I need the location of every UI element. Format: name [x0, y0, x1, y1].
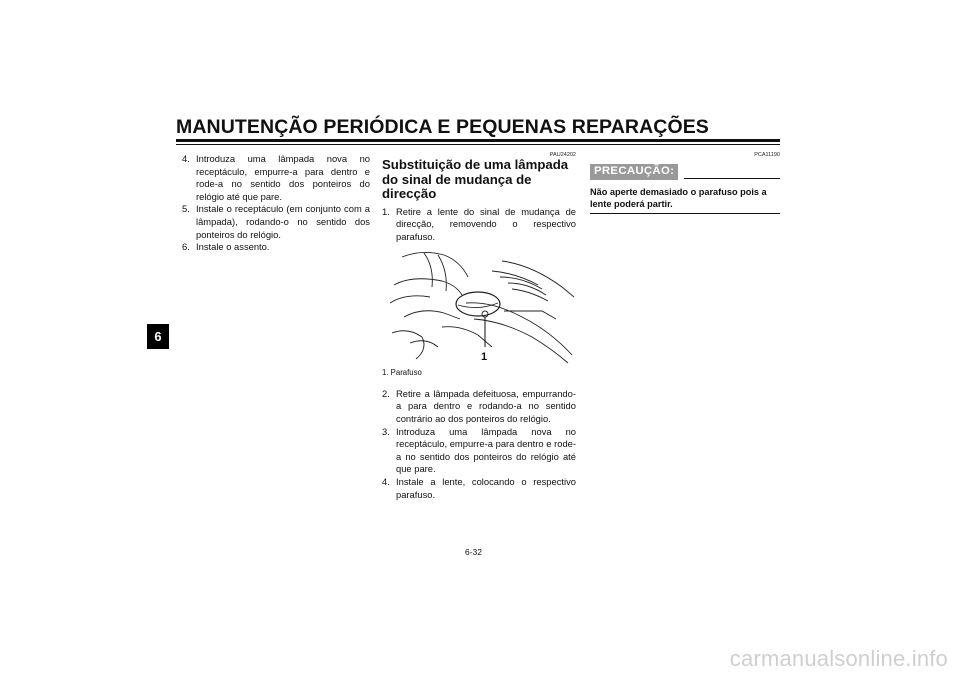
column-1	[182, 153, 370, 254]
step-list-1	[182, 153, 370, 254]
step-list-2a	[382, 206, 576, 244]
section-code: PAU24202	[549, 152, 576, 158]
list-item	[382, 388, 576, 426]
column-3	[590, 152, 780, 214]
list-item	[382, 426, 576, 476]
caution-header-rule	[684, 178, 780, 179]
page-title: MANUTENÇÃO PERIÓDICA E PEQUENAS REPARAÇÕES	[176, 116, 709, 138]
step-number: 1.	[382, 205, 390, 217]
header-rule-thin	[176, 144, 780, 145]
caution-code: PCA11190	[754, 152, 780, 158]
step-number: 5.	[182, 203, 190, 215]
header-rule-thick	[176, 139, 780, 142]
step-number: 6.	[182, 241, 190, 253]
step-number: 3.	[382, 425, 390, 437]
turn-signal-figure	[382, 247, 576, 365]
step-number: 4.	[382, 476, 390, 488]
step-number: 4.	[182, 153, 190, 164]
step-text: Introduza uma lâmpada nova no receptáculo, empurre-a para dentro e rode-a no sentido dos ponteiros do relógio até que pare.	[196, 153, 370, 202]
page-number: 6-32	[465, 547, 483, 557]
caution-badge: PRECAUÇÃO:	[590, 164, 678, 180]
list-item	[182, 153, 370, 203]
caution-header	[590, 164, 780, 180]
turn-signal-illustration	[382, 247, 576, 365]
step-text: Retire a lâmpada defeituosa, empurrando-a para dentro e rodando-a no sentido contrário ao dos ponteiros do relógio.	[396, 387, 576, 425]
list-item	[382, 476, 576, 501]
column-2	[382, 152, 576, 501]
step-number: 2.	[382, 387, 390, 399]
list-item	[182, 203, 370, 241]
list-item	[182, 241, 370, 254]
step-text: Instale a lente, colocando o respectivo parafuso.	[396, 476, 576, 500]
section-title: Substituição de uma lâmpada do sinal de mudança de direcção	[382, 157, 569, 201]
chapter-tab: 6	[147, 324, 169, 349]
step-text: Instale o receptáculo (em conjunto com a lâmpada), rodando-o no sentido dos ponteiros do relógio.	[196, 203, 370, 240]
step-list-2b	[382, 388, 576, 501]
list-item	[382, 206, 576, 244]
figure-callout: 1	[481, 351, 488, 364]
caution-text: Não aperte demasiado o parafuso pois a lente poderá partir.	[590, 186, 767, 209]
step-text: Instale o assento.	[196, 241, 270, 253]
watermark: carmanualsonline.info	[729, 646, 948, 671]
step-text: Retire a lente do sinal de mudança de direcção, removendo o respectivo parafuso.	[396, 205, 576, 242]
step-text: Introduza uma lâmpada nova no receptáculo, empurre-a para dentro e rode-a no sentido dos ponteiros do relógio até que pare.	[396, 425, 576, 475]
caution-footer-rule	[590, 213, 780, 214]
figure-caption: 1. Parafuso	[382, 368, 422, 378]
